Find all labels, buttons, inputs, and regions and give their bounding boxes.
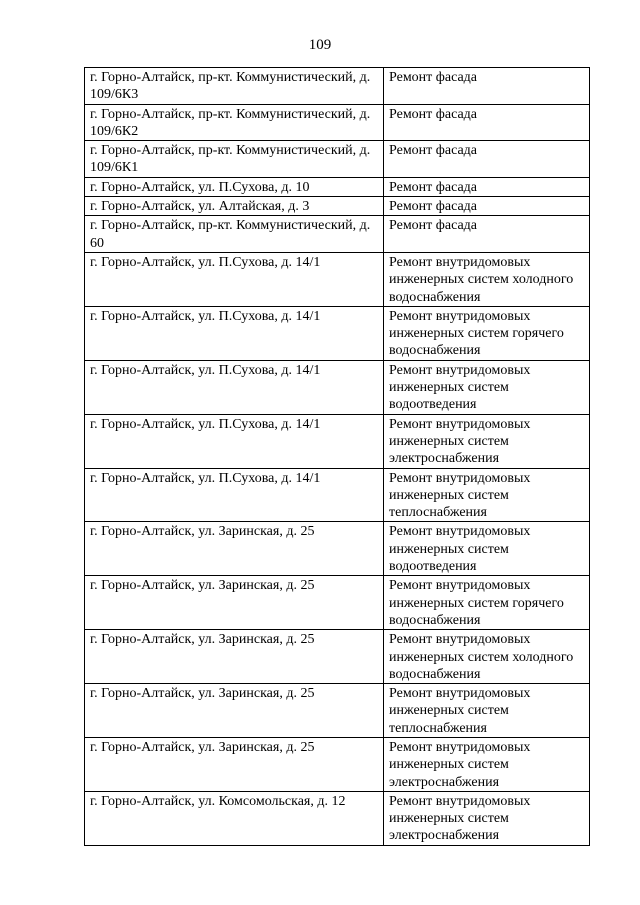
address-cell: г. Горно-Алтайск, ул. П.Сухова, д. 14/1 [85, 468, 384, 522]
table-row [85, 576, 590, 630]
table-row [85, 306, 590, 360]
address-cell: г. Горно-Алтайск, ул. Заринская, д. 25 [85, 522, 384, 576]
page-number: 109 [308, 37, 332, 53]
work-type-cell: Ремонт внутридомовых инженерных систем электроснабжения [384, 414, 590, 468]
work-type-cell: Ремонт фасада [384, 68, 590, 105]
repair-table [84, 67, 590, 846]
work-type-cell: Ремонт внутридомовых инженерных систем водоотведения [384, 522, 590, 576]
work-type-cell: Ремонт внутридомовых инженерных систем водоотведения [384, 360, 590, 414]
table-row [85, 630, 590, 684]
work-type-cell: Ремонт фасада [384, 177, 590, 196]
address-cell: г. Горно-Алтайск, ул. Заринская, д. 25 [85, 630, 384, 684]
work-type-cell: Ремонт фасада [384, 197, 590, 216]
table-row [85, 360, 590, 414]
table-row [85, 177, 590, 196]
table-row [85, 68, 590, 105]
address-cell: г. Горно-Алтайск, ул. Заринская, д. 25 [85, 576, 384, 630]
address-cell: г. Горно-Алтайск, ул. Алтайская, д. 3 [85, 197, 384, 216]
table-row [85, 684, 590, 738]
address-cell: г. Горно-Алтайск, ул. Комсомольская, д. 12 [85, 791, 384, 845]
address-cell: г. Горно-Алтайск, ул. П.Сухова, д. 14/1 [85, 360, 384, 414]
address-cell: г. Горно-Алтайск, ул. П.Сухова, д. 14/1 [85, 414, 384, 468]
table-row [85, 216, 590, 253]
address-cell: г. Горно-Алтайск, ул. Заринская, д. 25 [85, 737, 384, 791]
table-row [85, 791, 590, 845]
address-cell: г. Горно-Алтайск, пр-кт. Коммунистический, д. 60 [85, 216, 384, 253]
table-row [85, 522, 590, 576]
table-row [85, 414, 590, 468]
address-cell: г. Горно-Алтайск, пр-кт. Коммунистический, д. 109/6К2 [85, 104, 384, 141]
address-cell: г. Горно-Алтайск, ул. Заринская, д. 25 [85, 684, 384, 738]
work-type-cell: Ремонт внутридомовых инженерных систем горячего водоснабжения [384, 576, 590, 630]
work-type-cell: Ремонт внутридомовых инженерных систем горячего водоснабжения [384, 306, 590, 360]
work-type-cell: Ремонт внутридомовых инженерных систем теплоснабжения [384, 684, 590, 738]
address-cell: г. Горно-Алтайск, ул. П.Сухова, д. 14/1 [85, 252, 384, 306]
table-row [85, 252, 590, 306]
table-row [85, 104, 590, 141]
work-type-cell: Ремонт фасада [384, 216, 590, 253]
table-row [85, 141, 590, 178]
work-type-cell: Ремонт внутридомовых инженерных систем электроснабжения [384, 791, 590, 845]
work-type-cell: Ремонт внутридомовых инженерных систем холодного водоснабжения [384, 630, 590, 684]
address-cell: г. Горно-Алтайск, пр-кт. Коммунистический, д. 109/6К1 [85, 141, 384, 178]
table-row [85, 737, 590, 791]
repair-table-body [85, 68, 590, 846]
address-cell: г. Горно-Алтайск, ул. П.Сухова, д. 10 [85, 177, 384, 196]
work-type-cell: Ремонт внутридомовых инженерных систем электроснабжения [384, 737, 590, 791]
table-row [85, 197, 590, 216]
table-row [85, 468, 590, 522]
work-type-cell: Ремонт внутридомовых инженерных систем теплоснабжения [384, 468, 590, 522]
work-type-cell: Ремонт фасада [384, 104, 590, 141]
work-type-cell: Ремонт внутридомовых инженерных систем холодного водоснабжения [384, 252, 590, 306]
address-cell: г. Горно-Алтайск, пр-кт. Коммунистический, д. 109/6К3 [85, 68, 384, 105]
work-type-cell: Ремонт фасада [384, 141, 590, 178]
address-cell: г. Горно-Алтайск, ул. П.Сухова, д. 14/1 [85, 306, 384, 360]
